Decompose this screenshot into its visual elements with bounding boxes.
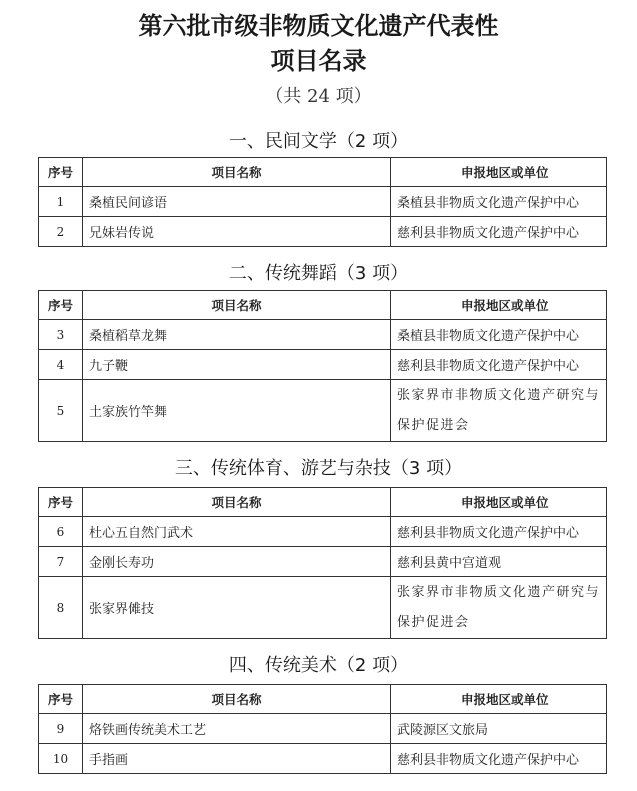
- header-no: 序号: [39, 685, 83, 714]
- header-name: 项目名称: [83, 291, 391, 320]
- table-header-row: [39, 685, 607, 714]
- row-name: 张家界傩技: [83, 577, 391, 639]
- row-no: 10: [39, 744, 83, 774]
- table-row: [39, 517, 607, 547]
- row-no: 6: [39, 517, 83, 547]
- document-title-line2: 项目名录: [270, 47, 367, 75]
- row-name: 金刚长寿功: [83, 547, 391, 577]
- row-name: 九子鞭: [83, 350, 391, 380]
- row-unit: 张家界市非物质文化遗产研究与保护促进会: [391, 380, 607, 442]
- table-header-row: [39, 291, 607, 320]
- table-sports-acrobatics: [38, 487, 607, 639]
- row-no: 2: [39, 217, 83, 247]
- table-row: [39, 350, 607, 380]
- table-row: [39, 320, 607, 350]
- header-unit: 申报地区或单位: [391, 158, 607, 187]
- table-row: [39, 380, 607, 442]
- row-unit: 张家界市非物质文化遗产研究与保护促进会: [391, 577, 607, 639]
- table-row: [39, 217, 607, 247]
- row-unit: 慈利县非物质文化遗产保护中心: [391, 744, 607, 774]
- table-row: [39, 547, 607, 577]
- row-no: 1: [39, 187, 83, 217]
- row-no: 3: [39, 320, 83, 350]
- table-row: [39, 714, 607, 744]
- section-heading-sports-acrobatics: 三、传统体育、游艺与杂技（3 项）: [174, 458, 463, 479]
- row-no: 4: [39, 350, 83, 380]
- table-header-row: [39, 158, 607, 187]
- table-header-row: [39, 488, 607, 517]
- table-row: [39, 744, 607, 774]
- row-no: 5: [39, 380, 83, 442]
- row-name: 烙铁画传统美术工艺: [83, 714, 391, 744]
- table-row: [39, 577, 607, 639]
- header-unit: 申报地区或单位: [391, 291, 607, 320]
- row-name: 兄妹岩传说: [83, 217, 391, 247]
- row-unit: 慈利县黄中宫道观: [391, 547, 607, 577]
- row-no: 7: [39, 547, 83, 577]
- section-heading-traditional-dance: 二、传统舞蹈（3 项）: [228, 263, 409, 284]
- table-folk-literature: [38, 157, 607, 247]
- table-fine-arts: [38, 684, 607, 774]
- header-no: 序号: [39, 158, 83, 187]
- row-name: 桑植民间谚语: [83, 187, 391, 217]
- row-unit: 武陵源区文旅局: [391, 714, 607, 744]
- header-name: 项目名称: [83, 488, 391, 517]
- row-unit: 桑植县非物质文化遗产保护中心: [391, 320, 607, 350]
- row-unit: 慈利县非物质文化遗产保护中心: [391, 517, 607, 547]
- header-unit: 申报地区或单位: [391, 488, 607, 517]
- row-name: 土家族竹竿舞: [83, 380, 391, 442]
- row-no: 8: [39, 577, 83, 639]
- section-heading-folk-literature: 一、民间文学（2 项）: [228, 131, 409, 152]
- row-no: 9: [39, 714, 83, 744]
- header-no: 序号: [39, 291, 83, 320]
- row-name: 杜心五自然门武术: [83, 517, 391, 547]
- table-traditional-dance: [38, 290, 607, 442]
- row-unit: 慈利县非物质文化遗产保护中心: [391, 350, 607, 380]
- row-name: 手指画: [83, 744, 391, 774]
- total-count: （共 24 项）: [265, 86, 372, 107]
- row-unit: 桑植县非物质文化遗产保护中心: [391, 187, 607, 217]
- header-name: 项目名称: [83, 685, 391, 714]
- header-name: 项目名称: [83, 158, 391, 187]
- header-unit: 申报地区或单位: [391, 685, 607, 714]
- row-unit: 慈利县非物质文化遗产保护中心: [391, 217, 607, 247]
- table-row: [39, 187, 607, 217]
- document-title-line1: 第六批市级非物质文化遗产代表性: [138, 12, 499, 40]
- section-heading-fine-arts: 四、传统美术（2 项）: [228, 655, 409, 676]
- header-no: 序号: [39, 488, 83, 517]
- row-name: 桑植稻草龙舞: [83, 320, 391, 350]
